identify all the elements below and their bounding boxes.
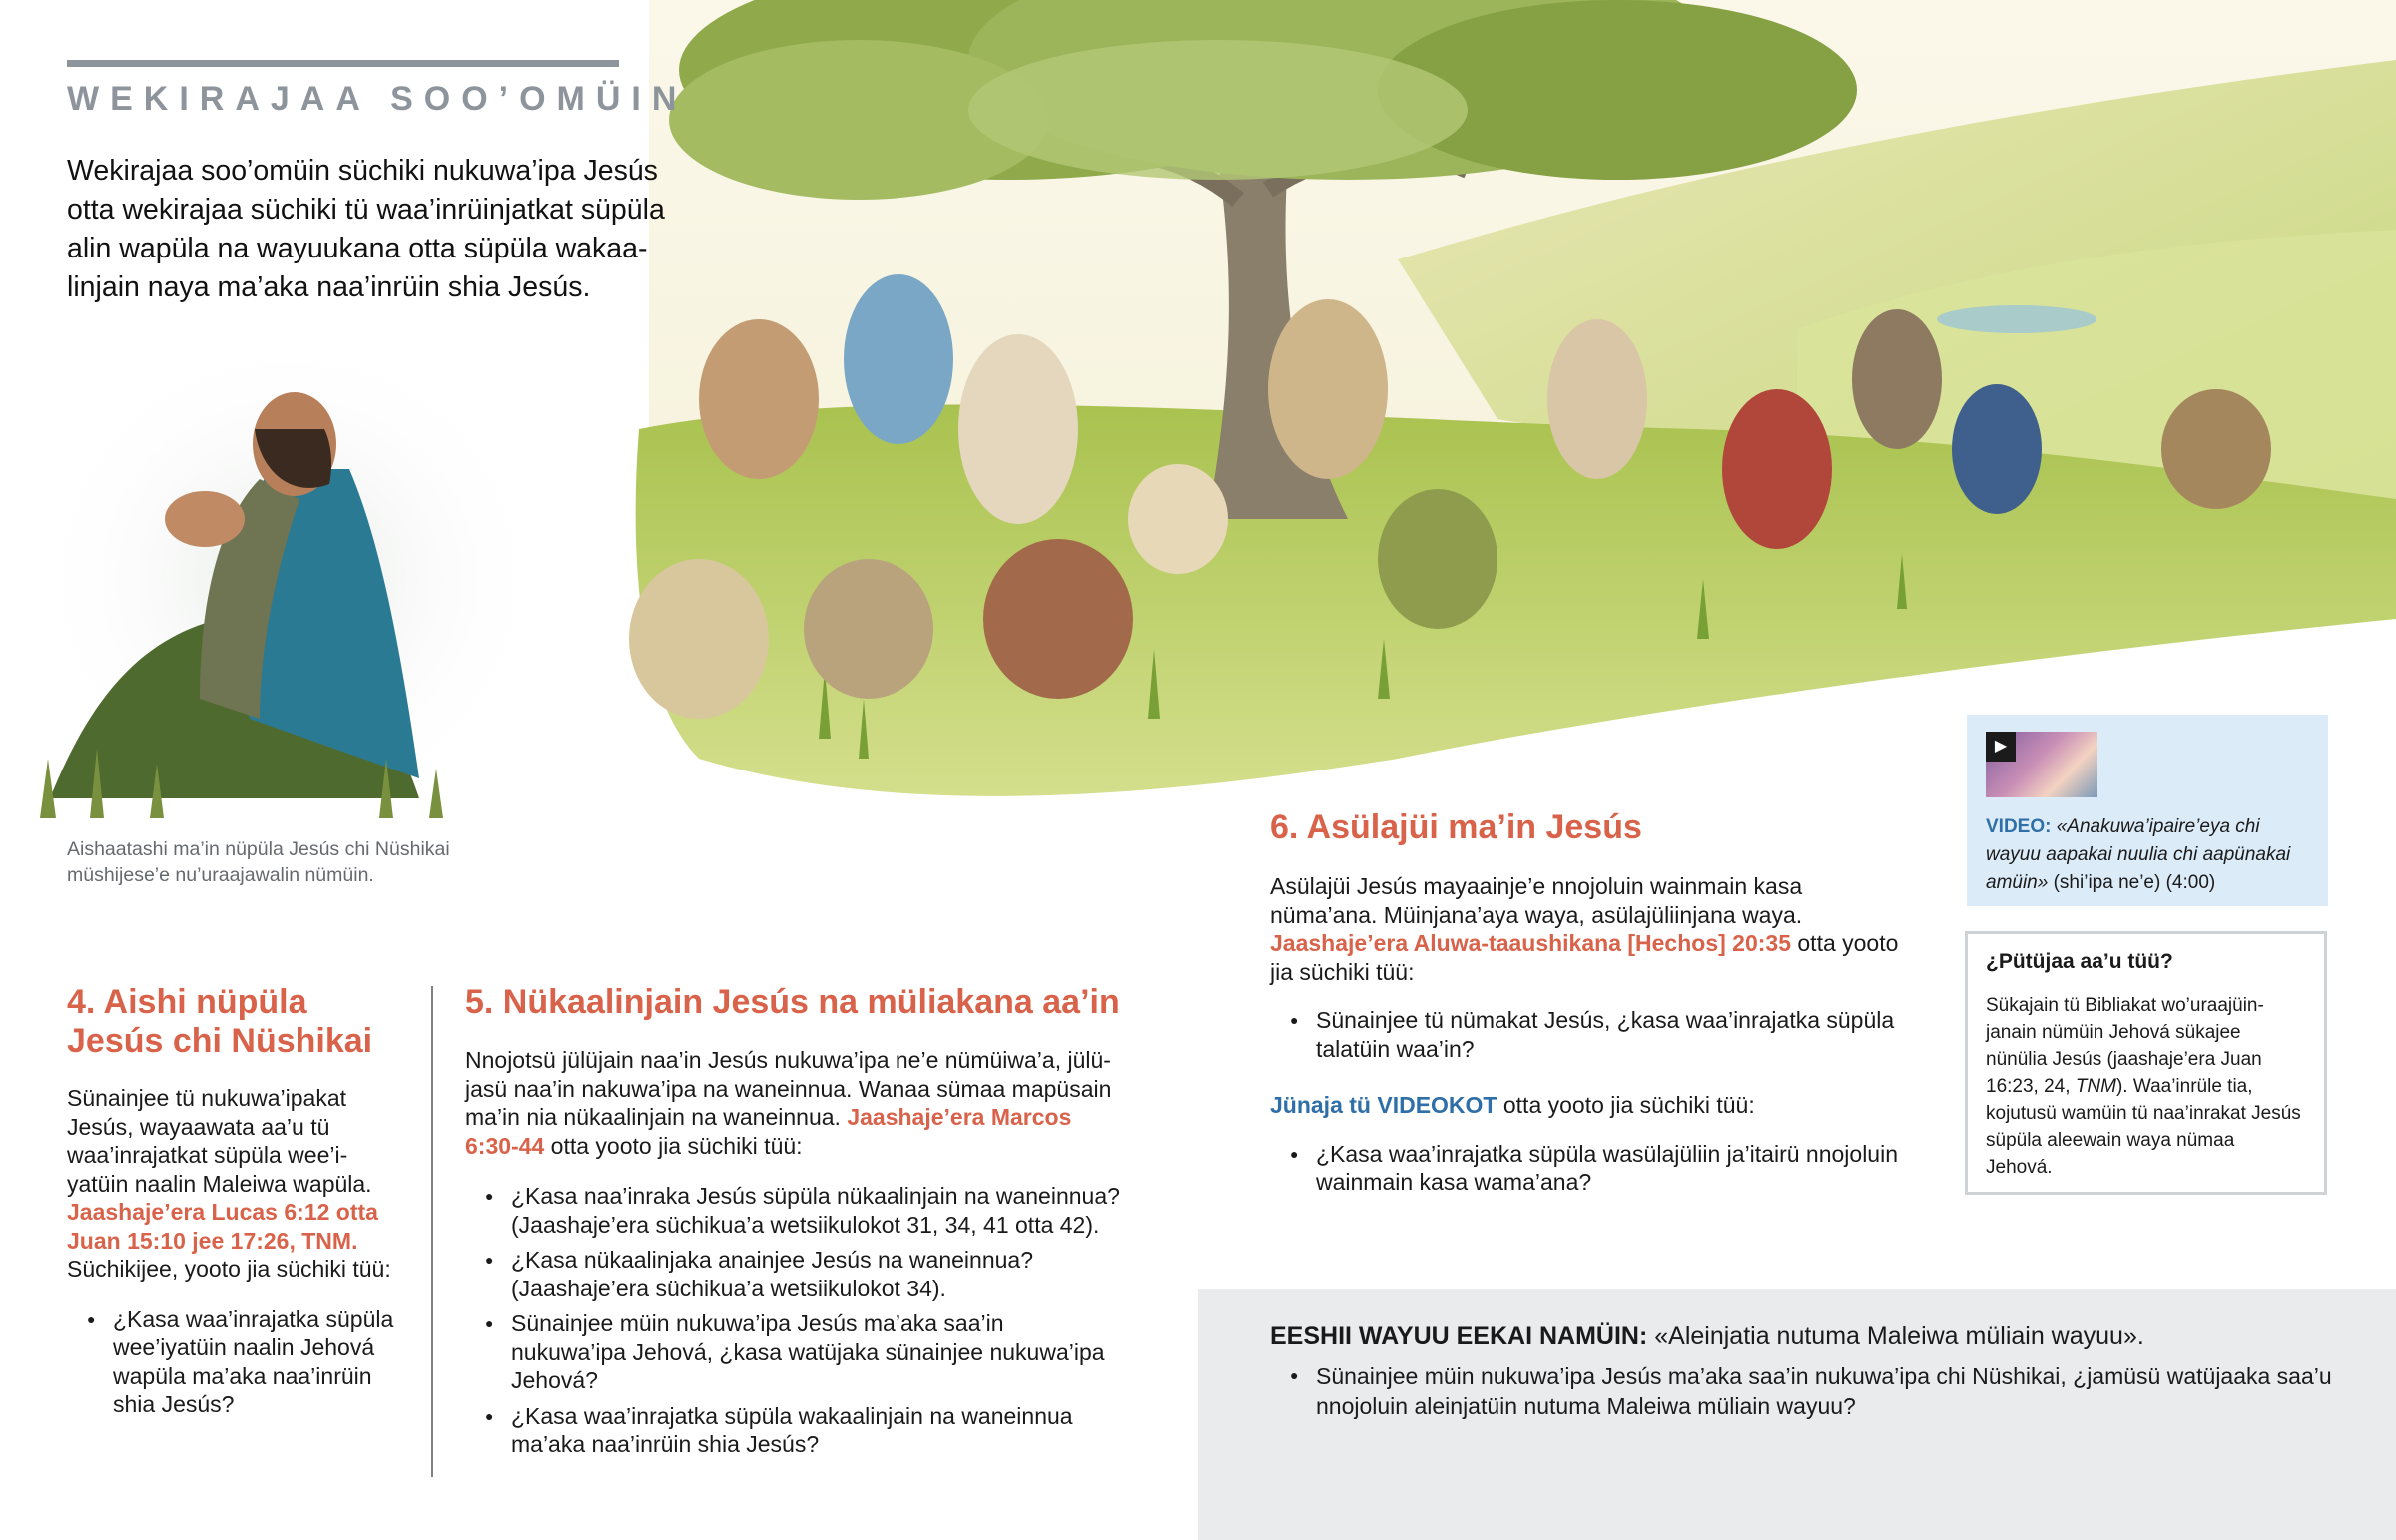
summary-heading: [1270, 1320, 2368, 1352]
section-4-reference[interactable]: Jaashaje’era Lucas 6:12 otta Juan 15:10 jee 17:26, TNM.: [67, 1199, 378, 1254]
section-6-text: Asülajüi Jesús mayaainje’e nnojoluin wainmain kasa nüma’ana. Müinjana’aya waya, asülajüliinjana waya.: [1270, 873, 1803, 928]
video-label: VIDEO:: [1986, 816, 2052, 837]
question-item: ● Sünainjee müin nukuwa’ipa Jesús ma’aka saa’in nukuwa’ipa chi Nüshikai, ¿jamüsü watüjaaka saa’u nnojoluin aleinjatüin nutuma Maleiwa müliain wayuu?: [1270, 1361, 2368, 1421]
section-4-after: Süchikijee, yooto jia süchiki tüü:: [67, 1256, 391, 1282]
video-prompt-link[interactable]: Jünaja tü VIDEOKOT: [1270, 1092, 1498, 1118]
summary-question-list: [1270, 1361, 2368, 1421]
section-6-after: otta yooto jia süchiki tüü:: [1270, 930, 1899, 985]
section-6-video-questions: [1270, 1140, 1909, 1197]
section-kicker: WEKIRAJAA SOO’OMÜIN: [67, 80, 688, 118]
section-6-body: [1270, 872, 1909, 1204]
video-prompt-after: otta yooto jia süchiki tüü:: [1502, 1092, 1755, 1118]
question-item: ● Sünainjee tü nümakat Jesús, ¿kasa waa’inrajatka süpüla talatüin waa’in?: [1270, 1006, 1909, 1063]
section-6-reference[interactable]: Jaashaje’era Aluwa-taaushikana [Hechos] 20:35: [1270, 930, 1791, 956]
intro-paragraph: Wekirajaa soo’omüin süchiki nukuwa’ipa Jesús otta wekirajaa süchiki tü waa’inrüinjatkat süpüla alin wapüla na wayuukana otta süpüla wakaa-linjain naya ma’aka naa’inrüin shia Jesús.: [67, 155, 665, 303]
section-5-text: Nnojotsü jülüjain naa’in Jesús nukuwa’ipa ne’e nümüiwa’a, jülü-jasü naa’in nakuwa’ipa na waneinnua. Wanaa sümaa mapüsain ma’in nia nükaalinjain na waneinnua.: [465, 1047, 1112, 1130]
header-rule: [67, 60, 619, 67]
question-item: ● ¿Kasa nükaalinjaka anainjee Jesús na waneinnua? (Jaashaje’era süchikua’a wetsiikulokot 34).: [465, 1246, 1124, 1302]
play-icon[interactable]: ▶: [1986, 732, 2016, 762]
tip-text-before: Sükajain tü Bibliakat wo’uraajüin-janain nümüin Jehová sükajee nünülia Jesús (jaashaje’era Juan 16:23, 24,: [1986, 995, 2264, 1097]
section-6-video-prompt: [1270, 1091, 1909, 1120]
tip-text-after: ). Waa’inrüle tia, kojutusü wamüin tü naa’inrakat Jesús süpüla aleewain waya nümaa Jehová.: [1986, 1076, 2301, 1178]
section-5-questions: [465, 1182, 1124, 1459]
tip-title: ¿Pütüjaa aa’u tüü?: [1986, 950, 2173, 973]
video-title[interactable]: «Anakuwa’ipaire’eya chi wayuu aapakai nuulia chi aapünakai amüin»: [1986, 816, 2291, 893]
summary-questions: [1270, 1361, 2368, 1428]
section-5-reference[interactable]: Jaashaje’era Marcos 6:30-44: [465, 1104, 1072, 1159]
section-6-questions: [1270, 1006, 1909, 1063]
question-item: ● Sünainjee müin nukuwa’ipa Jesús ma’aka saa’in nukuwa’ipa Jehová, ¿kasa watüjaka sünainjee nukuwa’ipa Jehová?: [465, 1309, 1124, 1395]
section-6-title: 6. Asülajüi ma’in Jesús: [1270, 808, 1642, 846]
section-4-questions: [67, 1305, 406, 1419]
summary-text: «Aleinjatia nutuma Maleiwa müliain wayuu».: [1654, 1322, 2144, 1350]
section-5-after: otta yooto jia süchiki tüü:: [550, 1132, 803, 1159]
column-divider: [431, 986, 433, 1477]
tip-text-tnm: TNM: [2075, 1076, 2116, 1097]
video-caption: [1986, 813, 2315, 897]
section-4-text: Sünainjee tü nukuwa’ipakat Jesús, wayaawata aa’u tü waa’inrajatkat süpüla wee’i-yatüin naalin Maleiwa wapüla.: [67, 1085, 372, 1197]
tip-body: [1986, 992, 2305, 1181]
video-meta: (shi’ipa ne’e) (4:00): [2053, 872, 2216, 893]
question-item: ● ¿Kasa naa’inraka Jesús süpüla nükaalinjain na waneinnua? (Jaashaje’era süchikua’a wetsiikulokot 31, 34, 41 otta 42).: [465, 1182, 1124, 1239]
question-item: ● ¿Kasa waa’inrajatka süpüla wakaalinjain na waneinnua ma’aka naa’inrüin shia Jesús?: [465, 1402, 1124, 1459]
section-5-body: [465, 1046, 1124, 1466]
section-5-title: 5. Nükaalinjain Jesús na müliakana aa’in: [465, 983, 1120, 1021]
section-4-body: [67, 1084, 406, 1426]
question-item: ● ¿Kasa waa’inrajatka süpüla wee’iyatüin naalin Jehová wapüla ma’aka naa’inrüin shia Jesús?: [67, 1305, 406, 1419]
summary-label: EESHII WAYUU EEKAI NAMÜIN:: [1270, 1322, 1648, 1350]
question-item: ● ¿Kasa waa’inrajatka süpüla wasülajüliin ja’itairü nnojoluin wainmain kasa wama’ana?: [1270, 1140, 1909, 1197]
illustration-caption: Aishaatashi ma’in nüpüla Jesús chi Nüshikai müshijese’e nu’uraajawalin nümüin.: [67, 838, 450, 886]
section-4-title: 4. Aishi nüpüla Jesús chi Nüshikai: [67, 983, 373, 1060]
